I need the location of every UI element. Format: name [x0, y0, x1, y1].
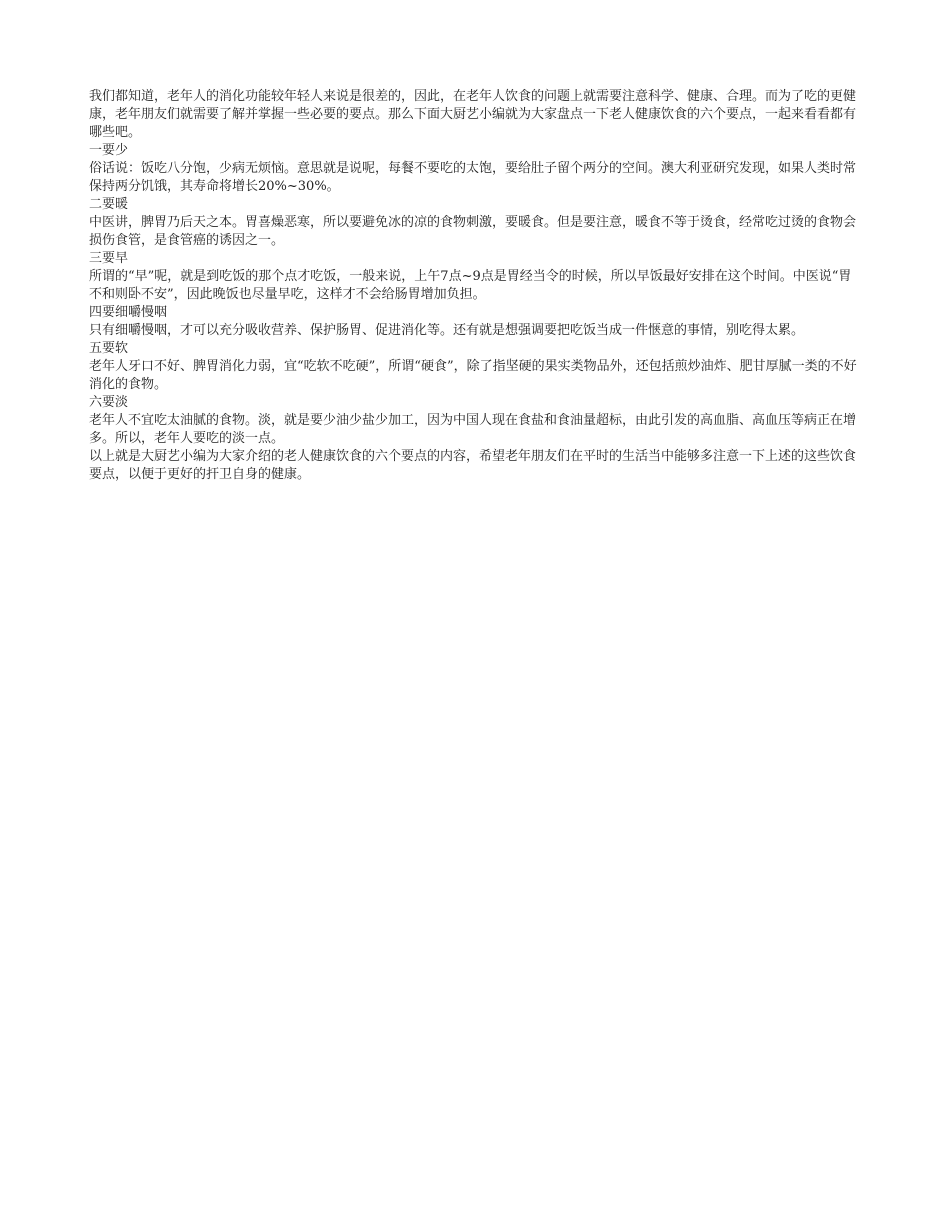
section-body-6: 老年人不宜吃太油腻的食物。淡，就是要少油少盐少加工，因为中国人现在食盐和食油量超标，由此引发的高血脂、高血压等病正在增多。所以，老年人要吃的淡一点。: [89, 413, 857, 446]
section-heading-2: 二要暖: [89, 197, 129, 212]
section-heading-3: 三要早: [89, 251, 129, 266]
section-body-1: 俗话说：饭吃八分饱，少病无烦恼。意思就是说呢，每餐不要吃的太饱，要给肚子留个两分的空间。澳大利亚研究发现，如果人类时常保持两分饥饿，其寿命将增长20%~30%。: [89, 161, 857, 194]
article-body: [89, 88, 861, 484]
section-body-3: 所谓的“早”呢，就是到吃饭的那个点才吃饭，一般来说，上午7点~9点是胃经当令的时候，所以早饭最好安排在这个时间。中医说“胃不和则卧不安”，因此晚饭也尽量早吃，这样才不会给肠胃增加负担。: [89, 269, 852, 302]
conclusion-paragraph: 以上就是大厨艺小编为大家介绍的老人健康饮食的六个要点的内容，希望老年朋友们在平时的生活当中能够多注意一下上述的这些饮食要点，以便于更好的扞卫自身的健康。: [89, 449, 857, 482]
section-heading-1: 一要少: [89, 143, 129, 158]
intro-paragraph: 我们都知道，老年人的消化功能较年轻人来说是很差的，因此，在老年人饮食的问题上就需要注意科学、健康、合理。而为了吃的更健康，老年朋友们就需要了解并掌握一些必要的要点。那么下面大厨艺小编就为大家盘点一下老人健康饮食的六个要点，一起来看看都有哪些吧。: [89, 89, 857, 140]
section-body-2: 中医讲，脾胃乃后天之本。胃喜燥恶寒，所以要避免冰的凉的食物刺激，要暖食。但是要注意，暖食不等于烫食，经常吃过烫的食物会损伤食管，是食管癌的诱因之一。: [89, 215, 857, 248]
section-heading-6: 六要淡: [89, 395, 129, 410]
section-heading-5: 五要软: [89, 341, 129, 356]
section-body-4: 只有细嚼慢咽，才可以充分吸收营养、保护肠胃、促进消化等。还有就是想强调要把吃饭当成一件惬意的事情，别吃得太累。: [89, 323, 805, 338]
section-heading-4: 四要细嚼慢咽: [89, 305, 168, 320]
section-body-5: 老年人牙口不好、脾胃消化力弱，宜“吃软不吃硬”，所谓“硬食”，除了指坚硬的果实类物品外，还包括煎炒油炸、肥甘厚腻一类的不好消化的食物。: [89, 359, 857, 392]
